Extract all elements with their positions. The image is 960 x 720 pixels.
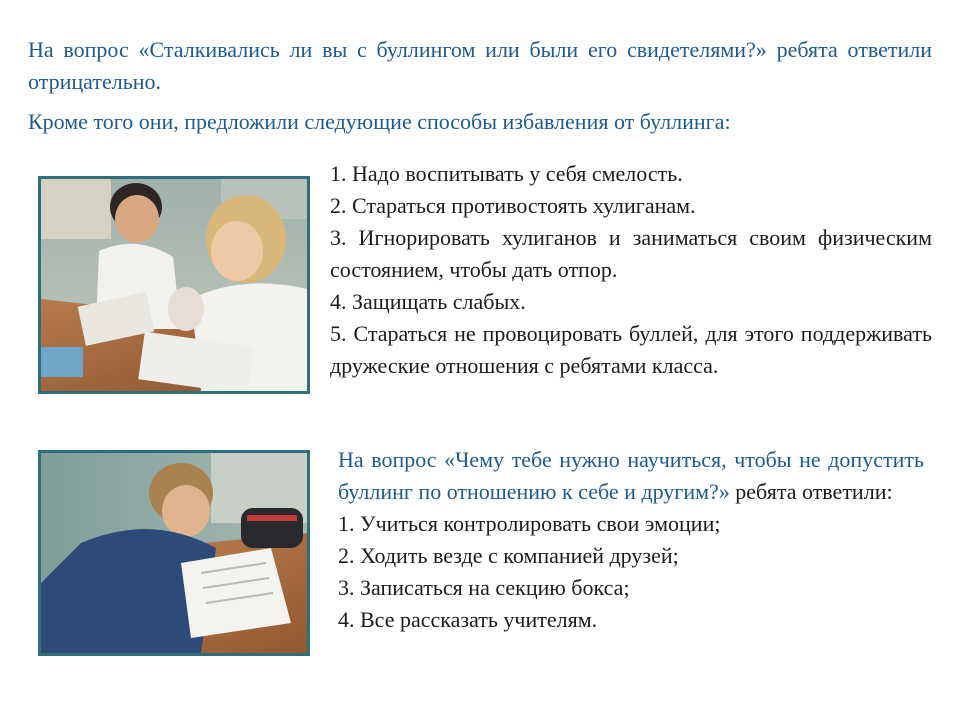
- intro-methods-heading: Кроме того они, предложили следующие способы избавления от буллинга:: [28, 109, 731, 134]
- list-item: 2. Стараться противостоять хулиганам.: [330, 193, 696, 218]
- list-item: 5. Стараться не провоцировать буллей, для этого поддерживать дружеские отношения с ребятами класса.: [330, 321, 932, 378]
- list-item: 4. Все рассказать учителям.: [338, 607, 598, 632]
- list-item: 2. Ходить везде с компанией друзей;: [338, 543, 679, 568]
- list-item: 3. Записаться на секцию бокса;: [338, 575, 630, 600]
- list-item: 3. Игнорировать хулиганов и заниматься своим физическим состоянием, чтобы дать отпор.: [330, 225, 932, 282]
- list-item: 1. Учиться контролировать свои эмоции;: [338, 511, 721, 536]
- second-question-block: [338, 444, 924, 636]
- second-question-text: [338, 444, 924, 508]
- second-question-lead: На вопрос «Чему тебе нужно научиться, чтобы не допустить буллинг по отношению к себе и другим?»: [338, 447, 924, 504]
- list-item: 1. Надо воспитывать у себя смелость.: [330, 161, 683, 186]
- classroom-photo-boy-writing: [38, 450, 310, 656]
- list-item: 4. Защищать слабых.: [330, 289, 526, 314]
- intro-paragraph: На вопрос «Сталкивались ли вы с буллингом или были его свидетелями?» ребята ответили отрицательно.: [28, 37, 932, 94]
- classroom-photo-two-students: [38, 176, 310, 394]
- bullying-methods-list: [330, 158, 932, 382]
- second-question-tail: ребята ответили:: [729, 479, 893, 504]
